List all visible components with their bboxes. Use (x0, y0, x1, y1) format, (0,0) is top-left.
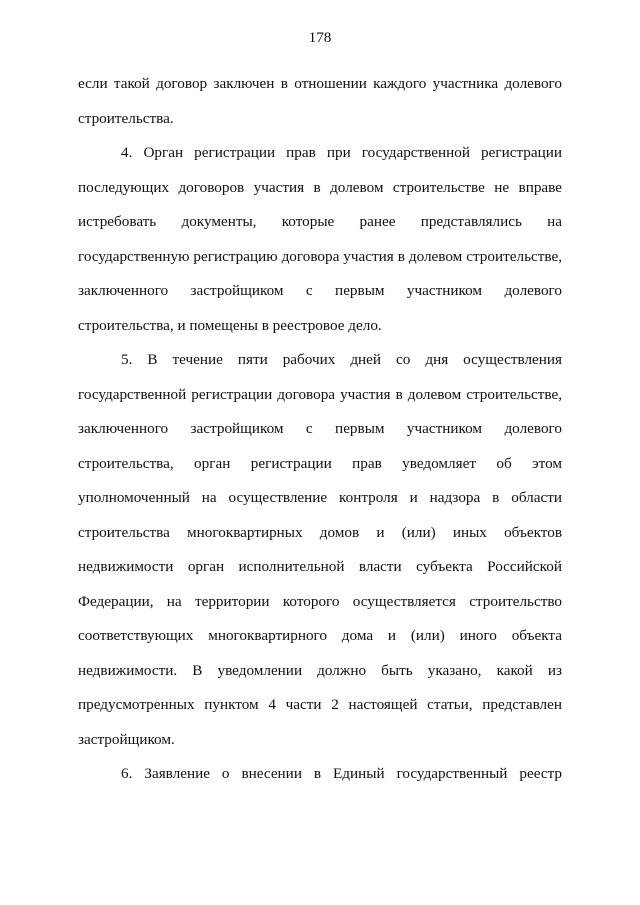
paragraph-item-5 (78, 343, 562, 757)
paragraph-continuation (78, 67, 562, 136)
text-line: строительства, орган регистрации прав уведомляет об этом (78, 454, 562, 472)
text-line: 6. Заявление о внесении в Единый государственный реестр (121, 765, 562, 782)
text-line: если такой договор заключен в отношении каждого участника долевого (78, 75, 562, 92)
text-line: истребовать документы, которые ранее представлялись на (78, 213, 562, 230)
text-line: Федерации, на территории которого осуществляется строительство (78, 592, 562, 610)
text-line: застройщиком. (78, 730, 175, 748)
text-line: недвижимости. В уведомлении должно быть указано, какой из (78, 661, 562, 679)
text-line: заключенного застройщиком с первым участником долевого (78, 282, 562, 299)
text-line: заключенного застройщиком с первым участником долевого (78, 420, 562, 437)
text-line: строительства. (78, 109, 174, 127)
text-line: государственной регистрации договора участия в долевом строительстве, (78, 385, 562, 403)
text-line: последующих договоров участия в долевом строительстве не вправе (78, 178, 562, 196)
text-line: предусмотренных пунктом 4 части 2 настоящей статьи, представлен (78, 696, 562, 713)
text-line: строительства многоквартирных домов и (или) иных объектов (78, 523, 562, 541)
text-line: уполномоченный на осуществление контроля и надзора в области (78, 489, 562, 506)
text-line: 5. В течение пяти рабочих дней со дня осуществления (121, 351, 562, 368)
paragraph-item-6 (78, 757, 562, 792)
text-line: 4. Орган регистрации прав при государственной регистрации (121, 144, 562, 161)
text-line: государственную регистрацию договора участия в долевом строительстве, (78, 247, 562, 265)
text-line: недвижимости орган исполнительной власти субъекта Российской (78, 558, 562, 575)
document-body (78, 67, 562, 792)
page-number: 178 (308, 29, 332, 46)
text-line: соответствующих многоквартирного дома и (или) иного объекта (78, 627, 562, 644)
paragraph-item-4 (78, 136, 562, 343)
text-line: строительства, и помещены в реестровое дело. (78, 316, 382, 334)
